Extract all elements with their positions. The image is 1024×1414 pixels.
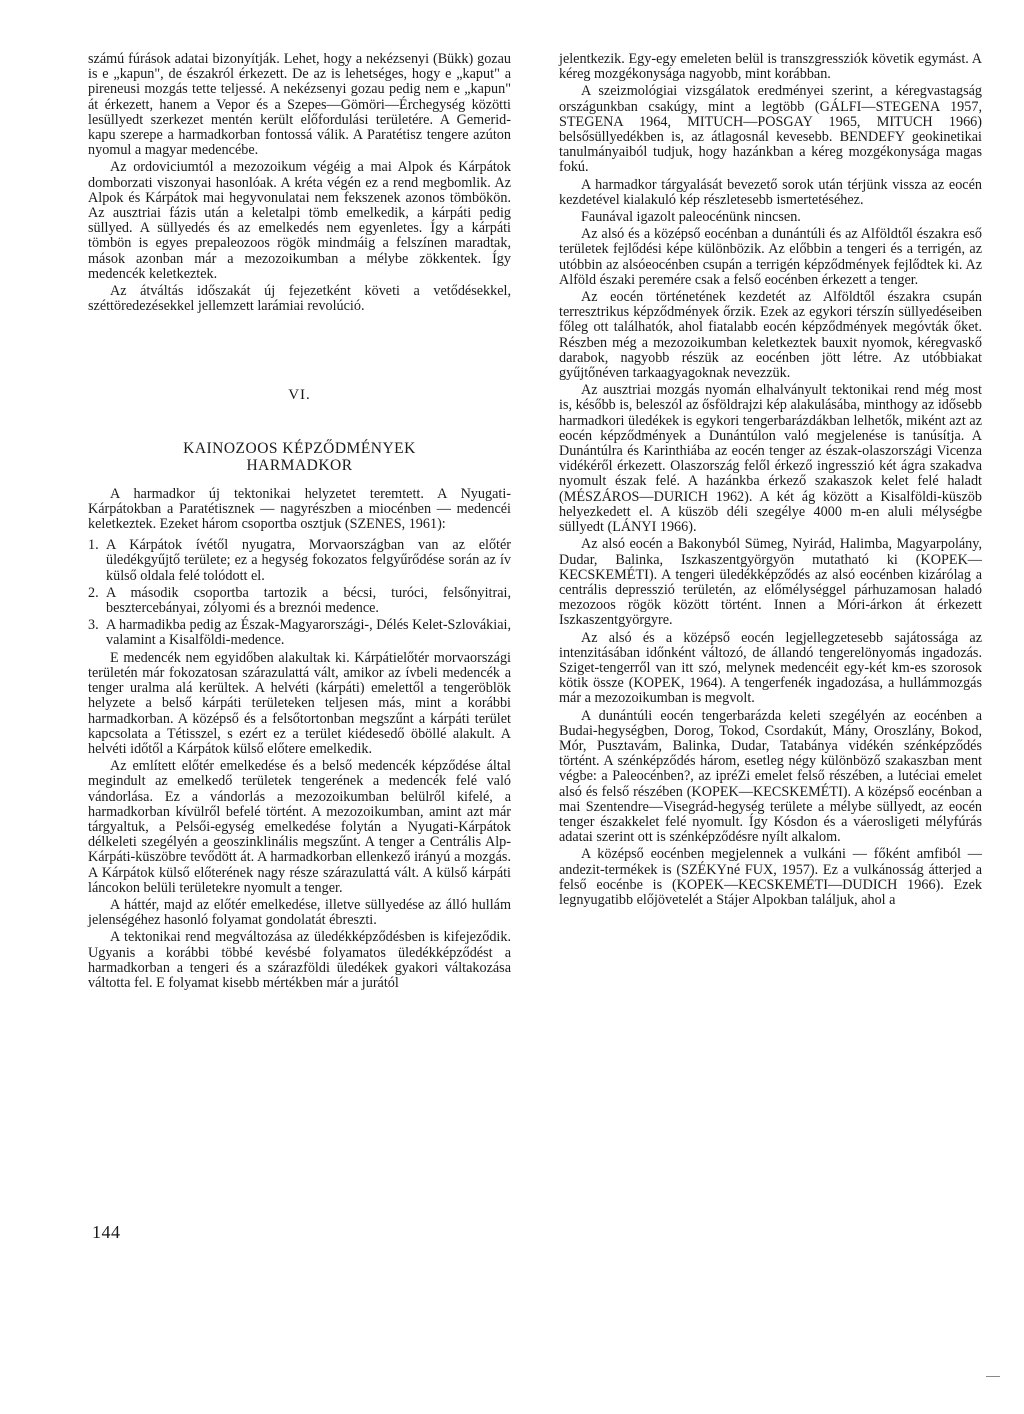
right-column — [559, 52, 982, 910]
chapter-subtitle-line: HARMADKOR — [246, 456, 353, 474]
left-column — [88, 52, 511, 993]
paragraph: Az ausztriai mozgás nyomán elhalványult tektonikai rend még most is, később is, beleszól az ősföldrajzi kép alakulásába, minthogy az idősebb harmadkori üledékek is egykori tengerbarázdákban lelhetők, miként azt az eocén képződmények a Dunántúlon való megjelenése is tanúsítja. A Dunántúlra és Karinthiába az eocén tenger az észak-olaszországi Vicenza vidékéről érkezett. Olaszország felől érkező ingresszió két ágra szakadva nyomult észak felé. A hazánkba érkező szakaszok kelet felé haladt (MÉSZÁROS—DURICH 1962). A két ág között a Kisalföldi-küszöb helyezkedett el. A küszöb déli szegélye 4000 m-en aluli mélységbe süllyedt (LÁNYI 1966). — [559, 382, 982, 536]
paragraph: A középső eocénben megjelennek a vulkáni — főként amfiból — andezit-termékek is (SZÉKYné FUX, 1957). Ez a vulkánosság átterjed a felső eocénbe is (KOPEK—KECSKEMÉTI—DUDICH 1966). Ezek legnyugatibb előjövetelét a Stájer Alpokban találjuk, ahol a — [559, 846, 982, 908]
list-item-number: 1. — [88, 537, 99, 554]
chapter-title-line: KAINOZOOS KÉPZŐDMÉNYEK — [183, 439, 416, 457]
page-number: 144 — [92, 1222, 121, 1242]
paragraph: Az alsó és a középső eocénban a dunántúli és az Alföldtől északra eső területek fejlődési képe különbözik. Az előbbin a tengeri és a terrigén, az utóbbin az alsóeocénben csupán a terrigén képződmények fejlődtek ki. Az Alföld északi peremére csak a felső eocénben érkezett a tenger. — [559, 226, 982, 288]
list-item-text: A Kárpátok ívétől nyugatra, Morvaországban van az előtér üledékgyűjtő területe; ez a hegység fokozatos felgyűrődése során az ív külső oldala felé tolódott el. — [106, 537, 511, 584]
paragraph: Az alsó eocén a Bakonyból Sümeg, Nyirád, Halimba, Magyarpolány, Dudar, Balinka, Iszkaszentgyörgyön mutatható ki (KOPEK—KECSKEMÉTI). A tengeri üledékképződés az alsó eocénben kizárólag a centrális depresszió területén, az előmélységgel párhuzamosan haladó mezozoos rögök között történt. Innen a Móri-árkon át érkezett Iszkaszentgyörgyre. — [559, 536, 982, 629]
intro-paragraph: A harmadkor új tektonikai helyzetet teremtett. A Nyugati-Kárpátokban a Paratétisznek — nagyrészben a miocénben — medencéi keletkeztek. Ezeket három csoportba osztjuk (SZENES, 1961): — [88, 485, 511, 533]
chapter-number: VI. — [288, 387, 311, 404]
list-item-text: A harmadikba pedig az Észak-Magyarországi-, Délés Kelet-Szlovákiai, valamint a Kisalföldi-medence. — [106, 617, 511, 649]
list-item — [88, 538, 511, 584]
paragraph: Az átváltás időszakát új fejezetként követi a vetődésekkel, széttöredezésekkel jellemzett larámiai revolúció. — [88, 283, 511, 315]
paragraph: A harmadkor tárgyalását bevezető sorok után térjünk vissza az eocén kezdetével kialakuló kép részletesebb ismertetéséhez. — [559, 176, 982, 208]
list-item-text: A második csoportba tartozik a bécsi, turóci, felsőnyitrai, besztercebányai, zólyomi és a breznói medence. — [106, 584, 511, 617]
paragraph: Faunával igazolt paleocénünk nincsen. — [581, 209, 801, 226]
paragraph: Az alsó és a középső eocén legjellegzetesebb sajátossága az intenzitásában időnként változó, de állandó tengerelönyomás ingadozás. Sziget-tengerről van itt szó, melynek medencéit egy-két km-es szorosok kötik össze (KOPEK, 1964). A tengerfenék ingadozása, a hullámmozgás már a mezozoikumban is megvolt. — [559, 629, 982, 707]
scan-mark — [986, 1376, 1000, 1377]
paragraph: Az említett előtér emelkedése és a belső medencék képződése által megindult az emelkedő területek tengerének a medencék felé való vándorlása. Ez a vándorlás a mezozoikumban belülről kifelé, a harmadkorban kívülről befelé történt. A mezozoikumban, amint azt már tárgyaltuk, a Pelsői-egység emelkedése folytán a Nyugati-Kárpátok délkeleti szegélyén a geoszinklinális megszűnt. A tenger a Centrális Alp-Kárpáti-küszöbre tevődött át. A harmadkorban ellenkező irányú a mozgás. A Kárpátok külső előterének nagy része szárazulattá vált. A külső kárpáti láncokon belüli területekre nyomult a tenger. — [88, 758, 511, 896]
basin-group-list — [88, 538, 511, 648]
paragraph: Az ordoviciumtól a mezozoikum végéig a mai Alpok és Kárpátok domborzati viszonyai hasonlóak. A kréta végén ez a rend megbomlik. Az Alpok és Kárpátok mai hegyvonulatai nem fekszenek azonos tömbökön. Az ausztriai fázis után a keletalpi tömb emelkedik, a kárpáti pedig süllyed. A süllyedés és az emelkedés nem egyenletes. Így a kárpáti tömbön is egyes prepaleozoos rögök mindmáig a felszínen maradtak, mások azonban már a mezozoikumban a mélybe zökkentek. Így medencék keletkeztek. — [88, 159, 511, 282]
list-item — [88, 586, 511, 616]
list-item-number: 2. — [88, 584, 99, 601]
paragraph: jelentkezik. Egy-egy emeleten belül is transzgressziók követik egymást. A kéreg mozgékonysága nagyobb, mint korábban. — [559, 51, 982, 83]
list-item-number: 3. — [88, 617, 99, 634]
chapter-title — [88, 440, 511, 474]
paragraph: A dunántúli eocén tengerbarázda keleti szegélyén az eocénben a Budai-hegységben, Dorog, Tokod, Csordakút, Mány, Oroszlány, Bokod, Mór, Pusztavám, Balinka, Dudar, Tatabánya vidékén szénképződés történt. A szénképződés három, esetleg négy különböző szakaszban ment végbe: a Paleocénben?, az ipréZi emelet felső részében, a lutéciai emelet alsó és felső részében (KOPEK—KECSKEMÉTI). A középső eocénban a mai Szentendre—Visegrád-hegység területe a mélybe süllyedt, az eocén tenger északkelet felé nyomult. Így Kósdon és a váerosligeti mélyfúrás adatai szerint ott is szénképződésre nyílt alkalom. — [559, 707, 982, 846]
paragraph: A szeizmológiai vizsgálatok eredményei szerint, a kéregvastagság országunkban csakúgy, mint a legtöbb (GÁLFI—STEGENA 1957, STEGENA 1964, MITUCH—POSGAY 1965, MITUCH 1966) belsősüllyedékben is, az átlagosnál kevesebb. BENDEFY geokinetikai tanulmányaiból tudjuk, hogy hazánkban a kéreg mozgékonysága magas fokú. — [559, 83, 982, 176]
paragraph: E medencék nem egyidőben alakultak ki. Kárpátielőtér morvaországi területén már fokozatosan szárazulattá vált, amikor az ívbeli medencék a tenger uralma alá kerültek. A helvéti (kárpáti) emelettől a tengeröblök helyzete a belső kárpáti területeken teljesen más, mint a korábbi harmadkorban. A középső és a felsőtortonban megszűnt a kárpáti terület kapcsolata a Tétisszel, s ezért ez a terület kiédesedő öböllé alakult. A helvéti időtől a Kárpátok külső előtere emelkedik. — [88, 649, 511, 757]
paragraph: A háttér, majd az előtér emelkedése, illetve süllyedése az álló hullám jelenségéhez hasonló folyamat gondolatát ébreszti. — [88, 896, 511, 929]
list-item — [88, 618, 511, 648]
paragraph: A tektonikai rend megváltozása az üledékképződésben is kifejeződik. Ugyanis a korábbi többé kevésbé folyamatos üledékképződést a harmadkorban a tengeri és a szárazföldi üledékek gyakori váltakozása váltotta fel. E folyamat kisebb mértékben már a jurától — [88, 929, 511, 991]
paragraph: Az eocén történetének kezdetét az Alföldtől északra csupán terresztrikus képződmények őrzik. Ezek az egykori térszín süllyedéseiben főleg ott találhatók, ahol fiatalabb eocén képződmények megóvták őket. Részben még a mezozoikumban keletkeztek bauxit nyomok, kéregvaskő darabok, nagyobb részük az eocénben jött létre. Az utóbbiakat gyűjtőnéven tarkaagyagoknak nevezzük. — [559, 289, 982, 382]
paragraph: számú fúrások adatai bizonyítják. Lehet, hogy a nekézsenyi (Bükk) gozau is e „kapun", de északról érkezett. De az is lehetséges, hogy e „kaput" a pireneusi mozgás tette teljessé. A nekézsenyi gozau pedig nem e „kapun" át érkezett, hanem a Vepor és a Szepes—Gömöri—Érchegység közötti lesüllyedt szerkezet mentén került előfordulási területére. A Gemerid-kapu szerepe a harmadkorban fontossá válik. A Paratétisz tengere azúton nyomul a magyar medencébe. — [88, 51, 511, 159]
